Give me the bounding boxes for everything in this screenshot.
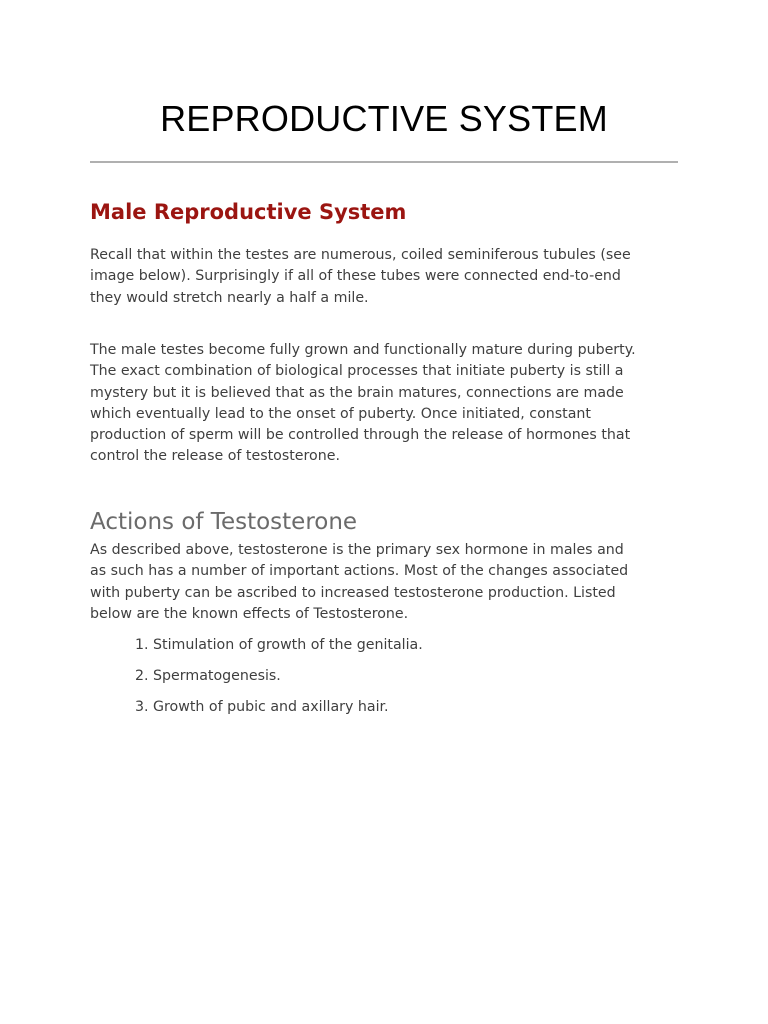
paragraph-line: mystery but it is believed that as the brain matures, connections are made: [90, 384, 624, 401]
paragraph-line: Recall that within the testes are numerous, coiled seminiferous tubules (see: [90, 247, 631, 263]
list-item: 2. Spermatogenesis.: [135, 668, 281, 684]
list-item: 3. Growth of pubic and axillary hair.: [135, 699, 389, 715]
paragraph-line: As described above, testosterone is the primary sex hormone in males and: [90, 542, 624, 558]
paragraph-line: as such has a number of important actions. Most of the changes associated: [90, 563, 629, 580]
paragraph-line: with puberty can be ascribed to increased testosterone production. Listed: [90, 584, 616, 601]
section-heading: Male Reproductive System: [90, 200, 407, 224]
list-item: 1. Stimulation of growth of the genitalia.: [135, 637, 423, 653]
paragraph-line: The exact combination of biological processes that initiate puberty is still a: [90, 363, 624, 380]
paragraph-line: production of sperm will be controlled through the release of hormones that: [90, 427, 631, 444]
paragraph-line: they would stretch nearly a half a mile.: [90, 289, 369, 306]
paragraph-testosterone-actions: [90, 540, 690, 625]
paragraph-line: The male testes become fully grown and functionally mature during puberty.: [90, 342, 636, 358]
paragraph-line: which eventually lead to the onset of puberty. Once initiated, constant: [90, 405, 591, 422]
paragraph-testes-tubules: [90, 245, 690, 309]
testosterone-effects-list: [135, 635, 423, 728]
paragraph-line: image below). Surprisingly if all of these tubes were connected end-to-end: [90, 268, 621, 285]
subheading-actions-of-testosterone: Actions of Testosterone: [90, 509, 358, 535]
page-title: REPRODUCTIVE SYSTEM: [160, 98, 608, 139]
paragraph-line: below are the known effects of Testosterone.: [90, 605, 409, 622]
paragraph-puberty: [90, 340, 690, 468]
title-divider: [90, 161, 678, 163]
paragraph-line: control the release of testosterone.: [90, 448, 340, 465]
